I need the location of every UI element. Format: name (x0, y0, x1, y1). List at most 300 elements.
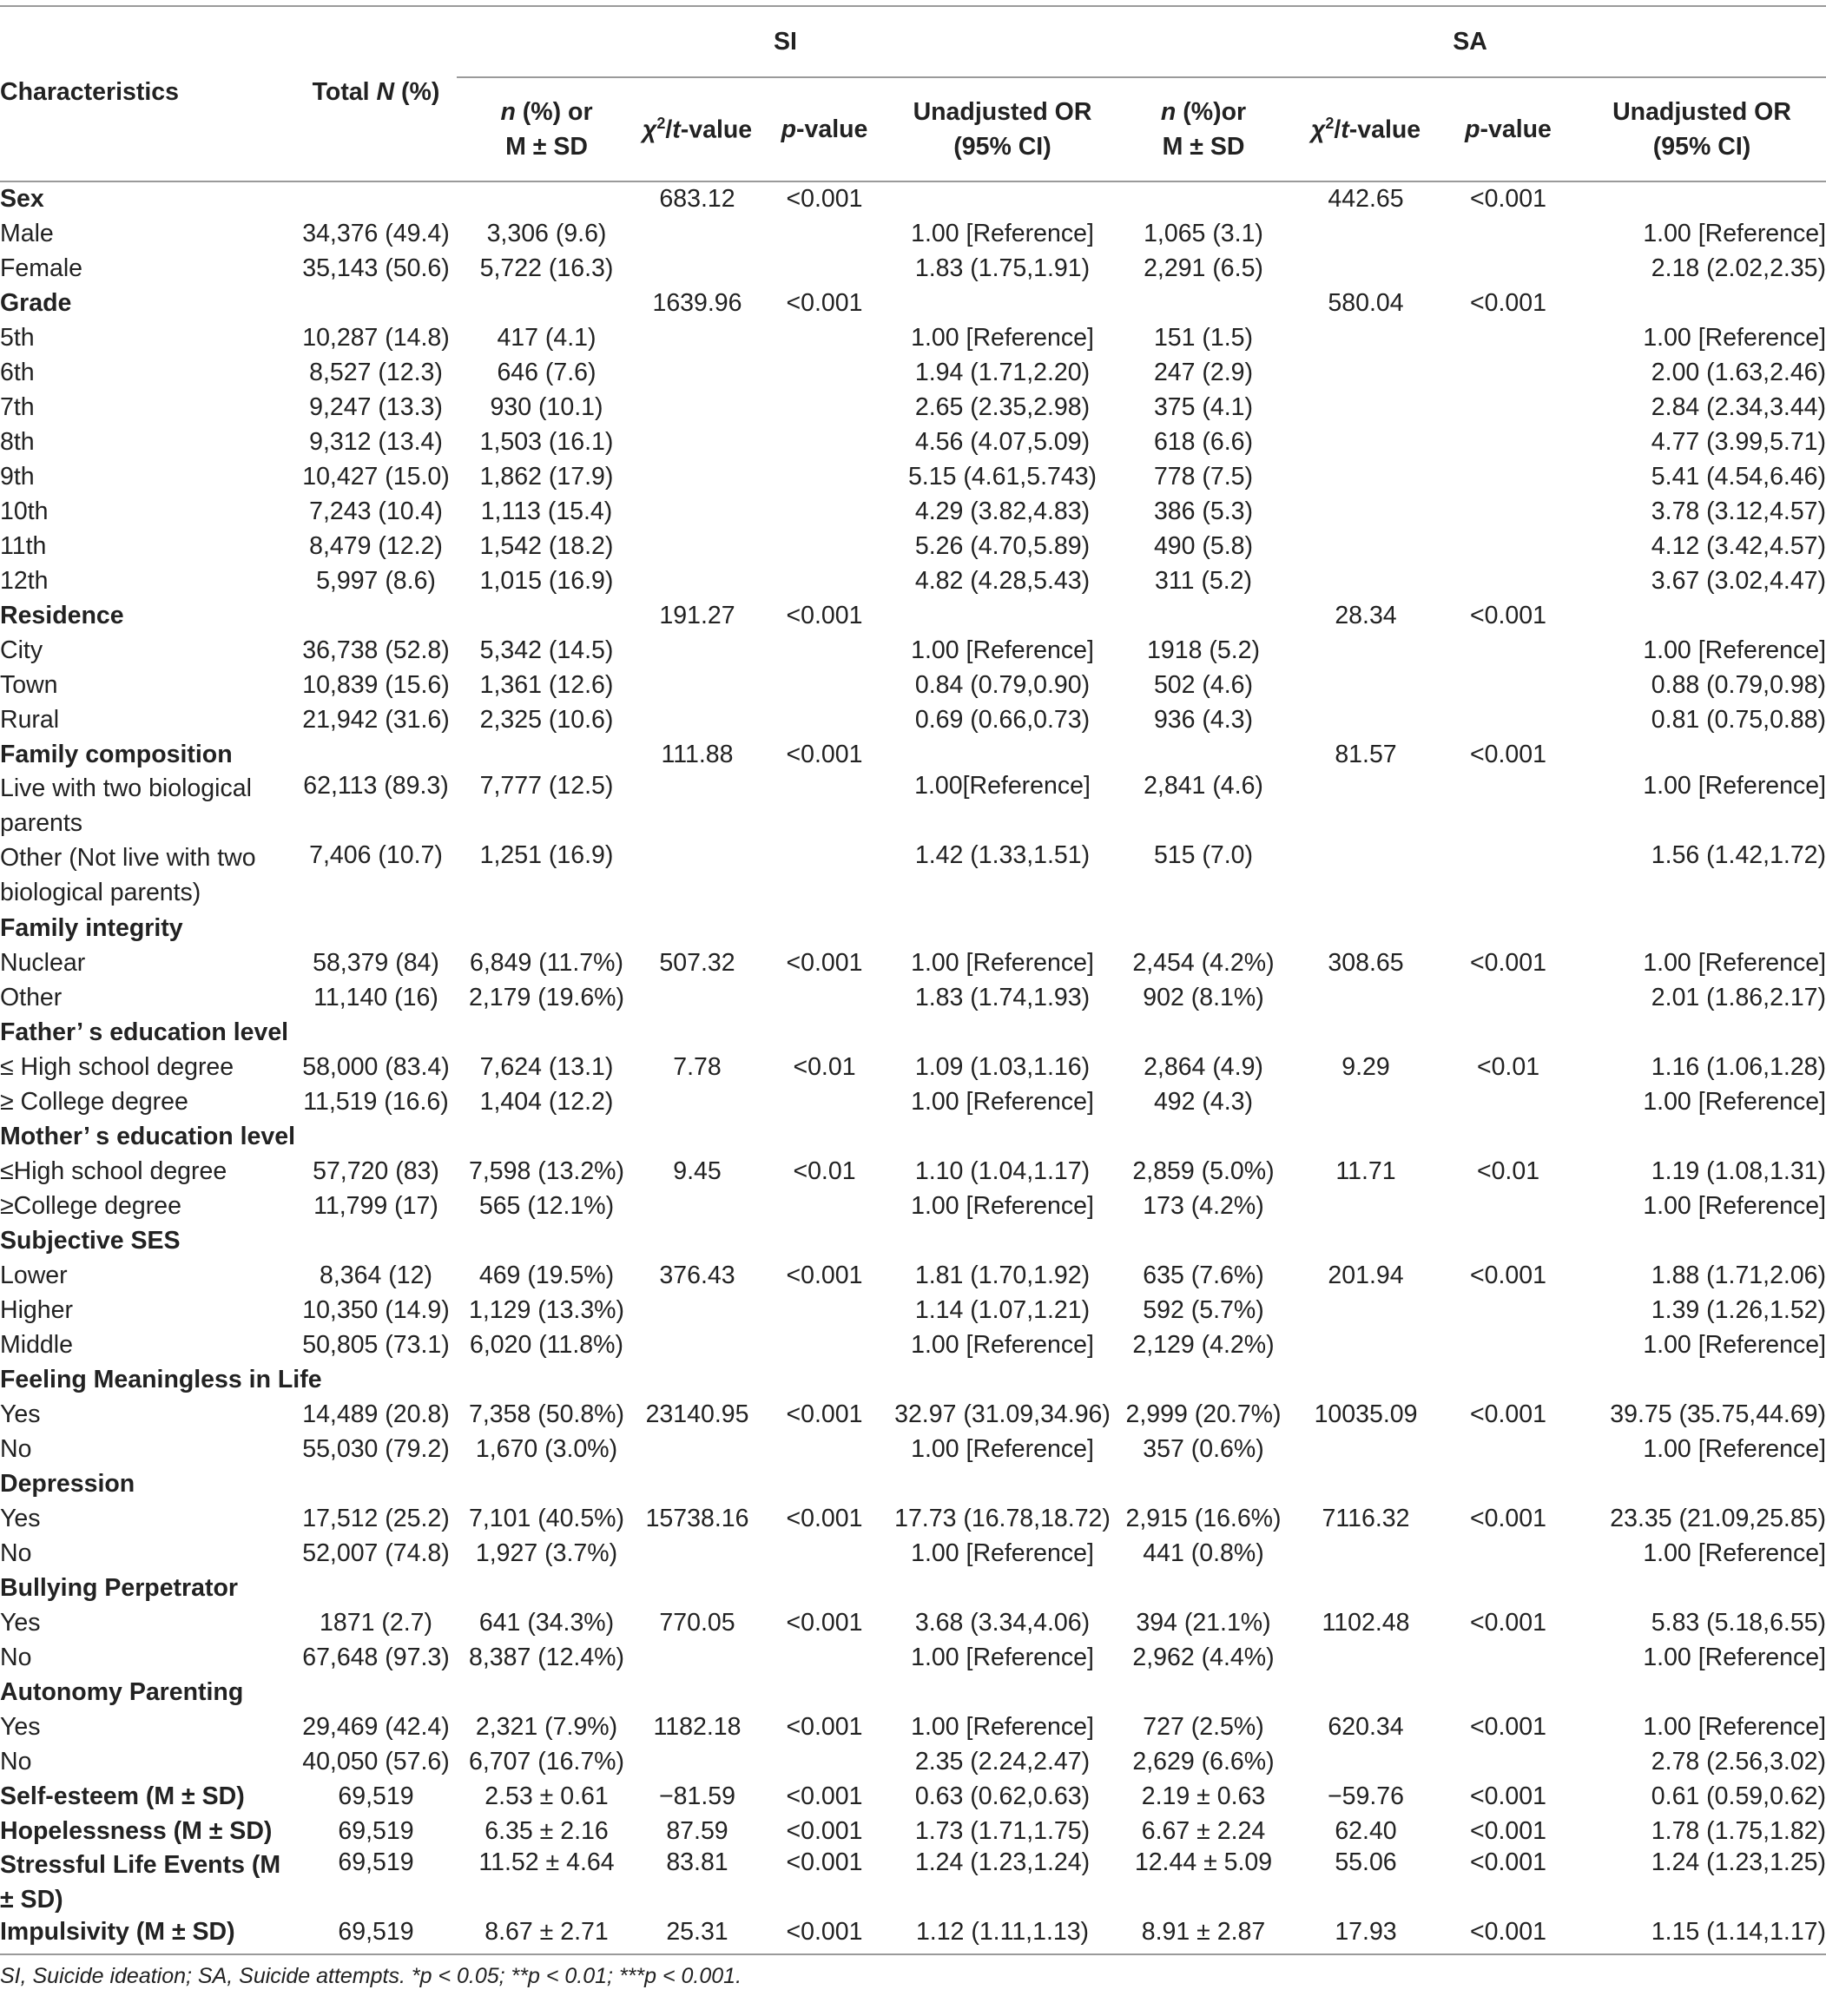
cell-si-chi (636, 1015, 758, 1050)
cell-si-or: 17.73 (16.78,18.72) (894, 1504, 1111, 1532)
table-row (0, 425, 1826, 459)
cell-characteristic: Family composition (0, 740, 233, 768)
cell-total: 57,720 (83) (313, 1156, 439, 1185)
header-si-chi-sup: 2 (656, 114, 666, 132)
cell-sa-or: 2.01 (1.86,2.17) (1651, 983, 1826, 1011)
cell-si-p (758, 1223, 891, 1258)
cell-characteristic: Hopelessness (M ± SD) (0, 1816, 273, 1845)
cell-si-or: 2.35 (2.24,2.47) (914, 1747, 1091, 1776)
cell-sa-chi: 81.57 (1335, 740, 1397, 768)
cell-characteristic: Yes (0, 1504, 41, 1532)
cell-si-n: 7,101 (40.5%) (468, 1504, 625, 1532)
cell-si-or (891, 737, 1114, 772)
cell-total: 11,140 (16) (313, 983, 438, 1011)
cell-si-n: 417 (4.1) (497, 323, 597, 352)
cell-si-or: 1.83 (1.75,1.91) (914, 254, 1091, 282)
cell-sa-n: 2,129 (4.2%) (1132, 1330, 1275, 1359)
cell-total: 36,738 (52.8) (302, 636, 450, 664)
cell-characteristic: Higher (0, 1295, 73, 1324)
cell-sa-chi: 11.71 (1335, 1156, 1396, 1185)
cell-sa-chi: 1102.48 (1322, 1608, 1410, 1637)
cell-total: 55,030 (79.2) (302, 1434, 450, 1463)
cell-si-or (891, 181, 1114, 216)
cell-total: 10,839 (15.6) (302, 670, 450, 699)
group-row (0, 911, 1826, 945)
cell-sa-chi (1293, 1223, 1439, 1258)
cell-si-n: 5,722 (16.3) (479, 254, 614, 282)
cell-sa-chi (1293, 668, 1439, 702)
cell-total: 1871 (2.7) (320, 1608, 432, 1637)
header-sa-or-line1: Unadjusted OR (1612, 98, 1791, 126)
table-row (0, 980, 1826, 1015)
cell-sa-chi: −59.76 (1328, 1782, 1404, 1810)
cell-sa-chi: 55.06 (1335, 1848, 1397, 1876)
cell-si-p (758, 425, 891, 459)
table-row (0, 1432, 1826, 1466)
cell-sa-or (1578, 181, 1826, 216)
cell-characteristic: ≤High school degree (0, 1156, 227, 1185)
cell-si-n: 646 (7.6) (497, 358, 597, 386)
cell-sa-p (1439, 1432, 1578, 1466)
cell-sa-or: 1.15 (1.14,1.17) (1578, 1918, 1826, 1954)
cell-characteristic: ≤ High school degree (0, 1052, 234, 1081)
cell-si-or: 1.73 (1.71,1.75) (914, 1816, 1091, 1845)
cell-characteristic: Mother’ s education level (0, 1122, 295, 1150)
cell-total (295, 1675, 457, 1710)
table-body (0, 181, 1826, 1954)
cell-si-n: 2,179 (19.6%) (468, 983, 625, 1011)
cell-si-or: 0.84 (0.79,0.90) (914, 670, 1091, 699)
cell-total: 5,997 (8.6) (316, 566, 436, 595)
cell-si-chi (636, 702, 758, 737)
table-row (0, 1293, 1826, 1328)
cell-sa-or (1578, 911, 1826, 945)
cell-sa-chi (1293, 1640, 1439, 1675)
cell-sa-p (1439, 425, 1578, 459)
header-sa-msd: M ± SD (1162, 133, 1245, 161)
cell-si-or (891, 598, 1114, 633)
cell-total (295, 181, 457, 216)
group-row (0, 286, 1826, 320)
cell-characteristic: Family integrity (0, 913, 183, 942)
header-sa-n-post: (%)or (1176, 98, 1247, 126)
table-row (0, 251, 1826, 286)
cell-si-chi (636, 529, 758, 563)
cell-sa-p (1439, 668, 1578, 702)
cell-characteristic: Nuclear (0, 948, 86, 977)
cell-characteristic: Yes (0, 1608, 41, 1637)
cell-characteristic: Stressful Life Events (M ± SD) (0, 1851, 281, 1914)
cell-total: 17,512 (25.2) (302, 1504, 450, 1532)
header-si-chi (636, 77, 758, 181)
cell-si-n: 3,306 (9.6) (486, 219, 607, 247)
cell-si-or: 1.42 (1.33,1.51) (914, 841, 1091, 869)
cell-characteristic: 11th (0, 531, 47, 560)
cell-sa-or (1578, 1571, 1826, 1605)
cell-si-p (758, 633, 891, 668)
cell-sa-p (1439, 355, 1578, 390)
header-si-n-post: (%) or (515, 98, 593, 126)
cell-si-or: 1.00 [Reference] (911, 1712, 1094, 1741)
cell-sa-or: 0.88 (0.79,0.98) (1651, 670, 1826, 699)
cell-si-p (758, 702, 891, 737)
cell-total (295, 1119, 457, 1154)
cell-characteristic: Male (0, 219, 54, 247)
cell-sa-or: 23.35 (21.09,25.85) (1610, 1504, 1826, 1532)
cell-sa-or (1578, 1466, 1826, 1501)
cell-total: 8,479 (12.2) (309, 531, 443, 560)
group-row (0, 737, 1826, 772)
table-header (0, 6, 1826, 181)
cell-sa-n: 2,629 (6.6%) (1132, 1747, 1275, 1776)
cell-sa-p (1439, 1015, 1578, 1050)
cell-sa-or: 3.67 (3.02,4.47) (1651, 566, 1826, 595)
cell-si-chi: 507.32 (659, 948, 735, 977)
cell-si-p (758, 1640, 891, 1675)
table-row (0, 459, 1826, 494)
cell-si-chi: 7.78 (673, 1052, 722, 1081)
cell-sa-n (1114, 598, 1293, 633)
cell-characteristic: Middle (0, 1330, 73, 1359)
cell-si-p (758, 1015, 891, 1050)
cell-si-p (758, 668, 891, 702)
cell-characteristic: Female (0, 254, 83, 282)
table-row (0, 1710, 1826, 1744)
cell-si-chi: 15738.16 (645, 1504, 749, 1532)
cell-si-n: 8.67 ± 2.71 (457, 1918, 636, 1954)
cell-sa-p (1439, 841, 1578, 911)
cell-sa-n: 12.44 ± 5.09 (1134, 1848, 1273, 1876)
cell-si-chi (636, 355, 758, 390)
cell-sa-p (1439, 1466, 1578, 1501)
cell-si-n: 1,129 (13.3%) (468, 1295, 625, 1324)
cell-si-chi (636, 1223, 758, 1258)
cell-total: 9,312 (13.4) (309, 427, 443, 456)
cell-sa-p (1439, 1223, 1578, 1258)
cell-si-chi (636, 459, 758, 494)
header-sa-chi-symbol: χ (1310, 115, 1326, 144)
cell-si-chi (636, 633, 758, 668)
cell-si-p (758, 1675, 891, 1710)
cell-si-or: 1.00 [Reference] (911, 219, 1094, 247)
cell-total: 58,379 (84) (313, 948, 439, 977)
cell-si-or: 1.00 [Reference] (911, 1191, 1094, 1220)
cell-sa-or: 0.61 (0.59,0.62) (1651, 1782, 1826, 1810)
cell-sa-p (1439, 1328, 1578, 1362)
cell-sa-n: 490 (5.8) (1153, 531, 1254, 560)
cell-si-or: 1.09 (1.03,1.16) (914, 1052, 1091, 1081)
cell-sa-chi: 308.65 (1328, 948, 1404, 977)
header-sa-group: SA (1114, 6, 1826, 77)
cell-si-n (457, 1571, 636, 1605)
table-row (0, 841, 1826, 911)
cell-si-n: 1,404 (12.2) (479, 1087, 614, 1116)
cell-si-or: 1.24 (1.23,1.24) (914, 1848, 1091, 1876)
cell-si-n: 7,598 (13.2%) (468, 1156, 625, 1185)
cell-sa-n (1114, 1675, 1293, 1710)
cell-characteristic: 5th (0, 323, 35, 352)
cell-si-chi (636, 1744, 758, 1779)
cell-characteristic: 6th (0, 358, 35, 386)
cell-sa-chi (1293, 841, 1439, 911)
table-row (0, 1848, 1826, 1918)
cell-si-n: 2,321 (7.9%) (475, 1712, 618, 1741)
cell-sa-or (1578, 1119, 1826, 1154)
cell-sa-or: 2.18 (2.02,2.35) (1651, 254, 1826, 282)
cell-sa-p: <0.001 (1439, 1918, 1578, 1954)
cell-sa-n: 502 (4.6) (1153, 670, 1254, 699)
table-row (0, 1536, 1826, 1571)
group-row (0, 1015, 1826, 1050)
cell-sa-n: 727 (2.5%) (1143, 1712, 1264, 1741)
table-row (0, 1918, 1826, 1954)
cell-sa-or: 1.00 [Reference] (1643, 1538, 1826, 1567)
cell-sa-p (1439, 1536, 1578, 1571)
cell-si-n: 1,542 (18.2) (479, 531, 614, 560)
table-row (0, 1154, 1826, 1189)
cell-sa-n: 6.67 ± 2.24 (1141, 1816, 1266, 1845)
cell-si-chi (636, 841, 758, 911)
table-row (0, 1779, 1826, 1814)
cell-sa-or: 2.84 (2.34,3.44) (1651, 392, 1826, 421)
cell-si-or: 32.97 (31.09,34.96) (894, 1400, 1111, 1428)
cell-characteristic: Yes (0, 1400, 41, 1428)
cell-si-chi (636, 1675, 758, 1710)
cell-characteristic: Lower (0, 1261, 68, 1289)
cell-sa-n: 151 (1.5) (1153, 323, 1254, 352)
cell-total: 40,050 (57.6) (302, 1747, 450, 1776)
cell-sa-n: 1,065 (3.1) (1144, 219, 1263, 247)
cell-si-or: 1.00 [Reference] (911, 1434, 1094, 1463)
cell-characteristic: Other (Not live with two biological parents) (0, 844, 256, 906)
cell-sa-n (1114, 737, 1293, 772)
cell-si-n (457, 1466, 636, 1501)
cell-sa-p (1439, 1675, 1578, 1710)
cell-characteristic: Sex (0, 185, 44, 213)
cell-sa-n: 2,864 (4.9) (1144, 1052, 1263, 1081)
cell-si-p (758, 1362, 891, 1397)
cell-si-or: 1.81 (1.70,1.92) (914, 1261, 1091, 1289)
cell-si-n: 469 (19.5%) (478, 1261, 615, 1289)
table-row (0, 1501, 1826, 1536)
cell-sa-p (1439, 1362, 1578, 1397)
cell-sa-chi (1293, 1293, 1439, 1328)
cell-si-chi: 1639.96 (652, 288, 742, 317)
cell-si-chi (636, 563, 758, 598)
header-characteristics (0, 6, 295, 181)
cell-sa-chi: 9.29 (1341, 1052, 1390, 1081)
cell-si-chi: 111.88 (661, 740, 734, 768)
cell-sa-or: 5.83 (5.18,6.55) (1651, 1608, 1826, 1637)
header-si-group: SI (457, 6, 1114, 77)
cell-sa-chi (1293, 702, 1439, 737)
cell-total: 11,799 (17) (313, 1191, 438, 1220)
cell-sa-chi (1293, 772, 1439, 841)
header-sa-p-value: -value (1480, 115, 1552, 143)
cell-sa-n: 311 (5.2) (1155, 566, 1252, 595)
cell-sa-chi: 62.40 (1335, 1816, 1397, 1845)
cell-si-n: 6,020 (11.8%) (470, 1330, 623, 1359)
cell-sa-p (1439, 1084, 1578, 1119)
cell-sa-n: 2,999 (20.7%) (1125, 1400, 1282, 1428)
cell-total: 21,942 (31.6) (302, 705, 450, 734)
cell-si-p: <0.001 (786, 1261, 863, 1289)
cell-sa-or: 1.00 [Reference] (1643, 1191, 1826, 1220)
header-sa-chi-slash: / (1334, 115, 1341, 144)
cell-sa-p: <0.001 (1470, 601, 1546, 629)
cell-sa-n: 357 (0.6%) (1143, 1434, 1264, 1463)
cell-sa-p: <0.001 (1470, 1848, 1546, 1876)
cell-sa-or: 39.75 (35.75,44.69) (1610, 1400, 1826, 1428)
cell-sa-n: 173 (4.2%) (1143, 1191, 1264, 1220)
cell-sa-p: <0.01 (1476, 1052, 1540, 1081)
cell-si-chi: 87.59 (666, 1816, 728, 1845)
cell-si-or (891, 1362, 1114, 1397)
cell-sa-p: <0.001 (1470, 1712, 1546, 1741)
cell-si-chi (636, 1640, 758, 1675)
cell-si-chi (636, 668, 758, 702)
cell-si-n: 641 (34.3%) (478, 1608, 615, 1637)
cell-total: 10,287 (14.8) (302, 323, 450, 352)
cell-characteristic: Rural (0, 705, 60, 734)
cell-total: 7,406 (10.7) (309, 841, 443, 869)
cell-si-n: 6,849 (11.7%) (470, 948, 623, 977)
header-characteristics-text: Characteristics (0, 78, 179, 106)
cell-characteristic: Yes (0, 1712, 41, 1741)
cell-sa-p: <0.001 (1470, 185, 1546, 213)
cell-sa-chi (1293, 1432, 1439, 1466)
cell-si-p (758, 980, 891, 1015)
cell-si-p (758, 563, 891, 598)
cell-si-p: <0.001 (786, 1608, 863, 1637)
cell-characteristic: Depression (0, 1469, 135, 1498)
cell-si-p (758, 251, 891, 286)
group-row (0, 598, 1826, 633)
cell-si-or: 5.26 (4.70,5.89) (914, 531, 1091, 560)
cell-sa-p (1439, 1293, 1578, 1328)
cell-si-or: 1.00 [Reference] (911, 323, 1094, 352)
header-si-p-value: -value (796, 115, 868, 143)
cell-si-chi: 770.05 (659, 1608, 735, 1637)
cell-si-or: 1.00 [Reference] (911, 948, 1094, 977)
header-si-chi-symbol: χ (642, 115, 657, 144)
cell-si-or: 4.82 (4.28,5.43) (914, 566, 1091, 595)
table-row (0, 1744, 1826, 1779)
cell-si-p: <0.001 (786, 288, 863, 317)
cell-sa-or (1578, 598, 1826, 633)
cell-si-chi (636, 216, 758, 251)
table-row (0, 563, 1826, 598)
cell-si-n: 6,707 (16.7%) (468, 1747, 625, 1776)
cell-sa-chi (1293, 251, 1439, 286)
cell-sa-n (1114, 1223, 1293, 1258)
cell-sa-or: 5.41 (4.54,6.46) (1651, 462, 1826, 491)
cell-sa-n: 592 (5.7%) (1143, 1295, 1264, 1324)
cell-characteristic: City (0, 636, 43, 664)
cell-sa-n: 2,291 (6.5) (1144, 254, 1263, 282)
cell-si-or: 1.12 (1.11,1.13) (891, 1918, 1114, 1954)
cell-sa-chi (1293, 1536, 1439, 1571)
table-row (0, 1084, 1826, 1119)
cell-sa-chi: 442.65 (1328, 185, 1404, 213)
header-si-or-line1: Unadjusted OR (913, 98, 1092, 126)
cell-si-p: <0.001 (786, 1816, 863, 1845)
cell-sa-chi: 620.34 (1328, 1712, 1404, 1741)
cell-sa-n (1114, 286, 1293, 320)
cell-sa-chi (1293, 459, 1439, 494)
cell-si-chi: 683.12 (659, 185, 735, 213)
cell-si-p: <0.001 (786, 740, 863, 768)
cell-total: 35,143 (50.6) (302, 254, 450, 282)
cell-characteristic: Town (0, 670, 58, 699)
cell-total: 58,000 (83.4) (302, 1052, 450, 1081)
table-row (0, 772, 1826, 841)
cell-sa-n: 2,454 (4.2%) (1132, 948, 1275, 977)
cell-sa-chi (1293, 390, 1439, 425)
cell-sa-chi: 17.93 (1293, 1918, 1439, 1954)
header-si-or-line2: (95% CI) (953, 133, 1051, 161)
cell-si-p (758, 355, 891, 390)
cell-si-chi (636, 1536, 758, 1571)
header-sa-chi-t: t (1341, 115, 1349, 144)
group-row (0, 1571, 1826, 1605)
cell-si-or (891, 1119, 1114, 1154)
cell-sa-p: <0.001 (1470, 1816, 1546, 1845)
cell-si-n: 930 (10.1) (490, 392, 603, 421)
cell-sa-chi (1293, 320, 1439, 355)
cell-si-p (758, 1189, 891, 1223)
cell-si-chi (636, 1466, 758, 1501)
group-row (0, 181, 1826, 216)
cell-si-or: 4.29 (3.82,4.83) (914, 497, 1091, 525)
cell-si-or: 0.63 (0.62,0.63) (914, 1782, 1091, 1810)
cell-sa-n (1114, 911, 1293, 945)
cell-sa-p: <0.001 (1470, 288, 1546, 317)
cell-total: 69,519 (338, 1848, 414, 1876)
cell-characteristic: Other (0, 983, 63, 1011)
header-si-p-italic: p (781, 115, 797, 143)
cell-characteristic: No (0, 1747, 32, 1776)
cell-sa-chi (1293, 1084, 1439, 1119)
cell-sa-p: <0.001 (1470, 1504, 1546, 1532)
cell-si-chi (636, 911, 758, 945)
cell-sa-or (1578, 737, 1826, 772)
group-row (0, 1675, 1826, 1710)
table-row (0, 1605, 1826, 1640)
cell-si-chi: 25.31 (636, 1918, 758, 1954)
cell-si-p (758, 1432, 891, 1466)
cell-sa-or: 1.00 [Reference] (1643, 1643, 1826, 1671)
cell-sa-n: 1918 (5.2) (1147, 636, 1260, 664)
cell-characteristic: Autonomy Parenting (0, 1677, 244, 1706)
cell-si-p (758, 911, 891, 945)
cell-sa-or: 1.78 (1.75,1.82) (1651, 1816, 1826, 1845)
header-si-msd: M ± SD (505, 133, 588, 161)
cell-si-or: 1.10 (1.04,1.17) (914, 1156, 1091, 1185)
cell-sa-or: 1.39 (1.26,1.52) (1651, 1295, 1826, 1324)
table-row (0, 702, 1826, 737)
cell-si-n: 2,325 (10.6) (479, 705, 614, 734)
cell-sa-chi: 7116.32 (1322, 1504, 1410, 1532)
cell-si-or: 1.00 [Reference] (911, 1330, 1094, 1359)
cell-characteristic: Subjective SES (0, 1226, 181, 1255)
table-row (0, 1328, 1826, 1362)
cell-si-p (758, 459, 891, 494)
cell-characteristic: Residence (0, 601, 124, 629)
cell-total: 29,469 (42.4) (302, 1712, 450, 1741)
cell-sa-chi (1293, 355, 1439, 390)
cell-sa-n: 492 (4.3) (1153, 1087, 1254, 1116)
